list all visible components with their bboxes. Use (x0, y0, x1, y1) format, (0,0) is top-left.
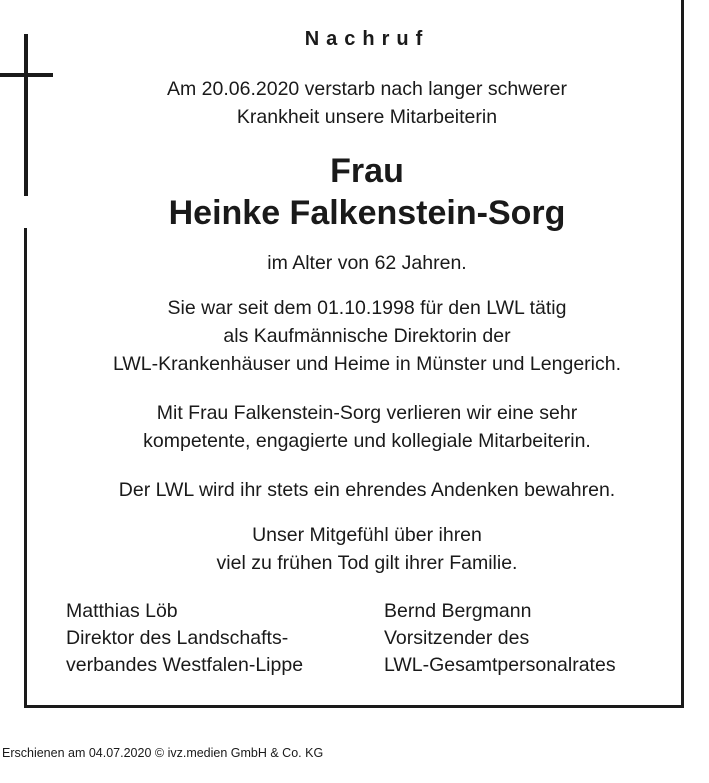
career-line-3: LWL-Krankenhäuser und Heime in Münster und Lengerich. (113, 353, 621, 375)
deceased-name-block (27, 150, 707, 234)
obituary-heading: Nachruf (304, 28, 430, 50)
publication-footer: Erschienen am 04.07.2020 © ivz.medien GmbH & Co. KG (2, 746, 324, 760)
career-line-2: als Kaufmännische Direktorin der (223, 325, 511, 347)
tribute-line-1: Mit Frau Falkenstein-Sorg verlieren wir eine sehr (156, 402, 578, 424)
signatory-right (384, 598, 616, 679)
age-text (27, 249, 707, 277)
intro-text (27, 75, 707, 131)
deceased-salutation: Frau (330, 152, 404, 190)
signatory-name: Bernd Bergmann (384, 600, 532, 622)
signatory-role-line-2: verbandes Westfalen-Lippe (66, 654, 304, 676)
signatory-left (66, 598, 303, 679)
signatory-role-line-1: Direktor des Landschafts- (66, 627, 289, 649)
age-line: im Alter von 62 Jahren. (267, 252, 467, 274)
signatory-name: Matthias Löb (66, 600, 178, 622)
intro-line-1: Am 20.06.2020 verstarb nach langer schwerer (167, 78, 567, 100)
remembrance-text (27, 476, 707, 504)
signatory-role-line-1: Vorsitzender des (384, 627, 530, 649)
deceased-name: Heinke Falkenstein-Sorg (168, 194, 566, 232)
tribute-text (27, 399, 707, 455)
condolence-line-2: viel zu frühen Tod gilt ihrer Familie. (216, 552, 518, 574)
intro-line-2: Krankheit unsere Mitarbeiterin (236, 106, 498, 128)
condolence-line-1: Unser Mitgefühl über ihren (252, 524, 482, 546)
career-text (27, 294, 707, 378)
tribute-line-2: kompetente, engagierte und kollegiale Mitarbeiterin. (143, 430, 591, 452)
career-line-1: Sie war seit dem 01.10.1998 für den LWL tätig (167, 297, 567, 319)
remembrance-line: Der LWL wird ihr stets ein ehrendes Andenken bewahren. (118, 479, 616, 501)
signatory-role-line-2: LWL-Gesamtpersonalrates (384, 654, 616, 676)
condolence-text (27, 521, 707, 577)
